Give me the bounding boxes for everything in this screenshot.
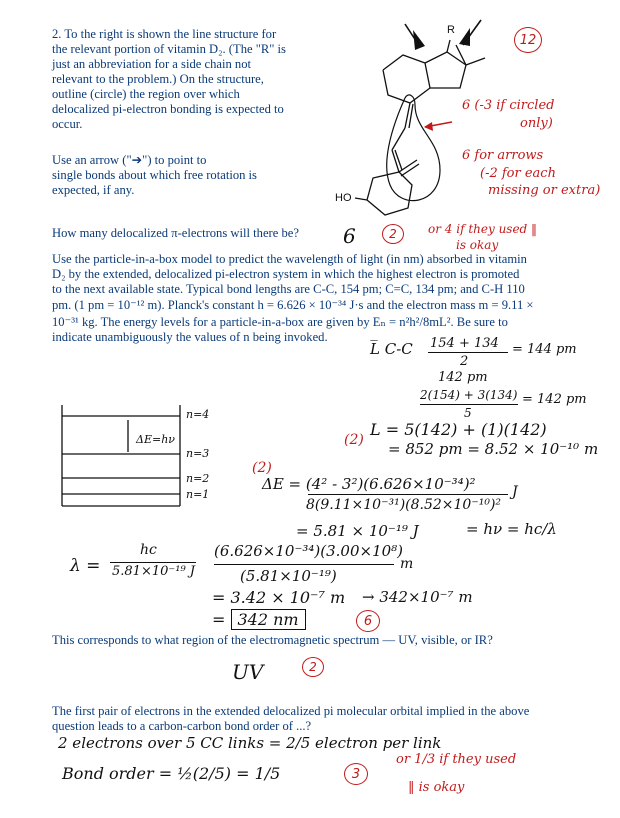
- note-arrows-3: missing or extra): [488, 183, 601, 198]
- avg-top: 154 + 134: [430, 336, 499, 351]
- w-fraction-bar: [420, 404, 518, 405]
- arrow-instr-2: single bonds about which free rotation is: [52, 168, 257, 182]
- avg-bot: 2: [460, 354, 469, 369]
- region-answer: UV: [232, 660, 264, 684]
- note-arrows-2: (-2 for each: [480, 166, 556, 181]
- de-top: ΔE = (4² - 3²)(6.626×10⁻³⁴)²: [262, 475, 476, 493]
- arrow-instr-3: expected, if any.: [52, 183, 135, 197]
- l-eq: L = 5(142) + (1)(142): [370, 420, 547, 439]
- bond-note-2: ‖ is okay: [408, 780, 465, 795]
- lambda-label: λ =: [70, 556, 101, 576]
- score-result: 6: [356, 610, 380, 632]
- level-n3: n=3: [186, 447, 210, 460]
- bond-q-l1: The first pair of electrons in the extended delocalized pi molecular orbital implied in the above: [52, 704, 530, 718]
- avg-res: = 144 pm: [512, 342, 577, 357]
- note-arrows: 6 for arrows: [462, 148, 544, 163]
- note-circle: 6 (-3 if circled: [462, 98, 555, 113]
- pm-142: 142 pm: [438, 370, 488, 385]
- bond-note-1: or 1/3 if they used: [396, 752, 517, 767]
- box-q-l1: Use the particle-in-a-box model to predict the wavelength of light (in nm) absorbed in vitamin: [52, 252, 527, 266]
- result-boxed: 342 nm: [231, 609, 306, 630]
- q2-line6: delocalized pi-electron bonding is expected to: [52, 102, 284, 116]
- lambda-unit: m: [400, 556, 414, 572]
- bond-score: 3: [344, 763, 368, 785]
- de-bot: 8(9.11×10⁻³¹)(8.52×10⁻¹⁰)²: [306, 497, 502, 513]
- lambda-frac-top: hc: [140, 542, 157, 558]
- q2-line3: just an abbreviation for a side chain not: [52, 57, 251, 71]
- region-score: 2: [302, 657, 324, 677]
- avg-fraction-bar: [428, 352, 508, 353]
- box-q-l6: indicate unambiguously the values of n being invoked.: [52, 330, 328, 344]
- lambda-sub-bot: (5.81×10⁻¹⁹): [240, 567, 337, 585]
- q2-line5: outline (circle) the region over which: [52, 87, 240, 101]
- lambda-frac-bot: 5.81×10⁻¹⁹ J: [112, 564, 196, 579]
- pi-score: 2: [382, 224, 404, 244]
- box-q-l4: pm. (1 pm = 10⁻¹² m). Planck's constant h = 6.626 × 10⁻³⁴ J·s and the electron mass m = 9.11 ×: [52, 298, 534, 312]
- q2-line7: occur.: [52, 117, 83, 131]
- result-1: = 3.42 × 10⁻⁷ m: [212, 588, 346, 607]
- ho-label: HO: [335, 192, 352, 204]
- pi-answer: 6: [343, 224, 356, 248]
- score-l: (2): [344, 432, 364, 448]
- score-de: (2): [252, 460, 272, 476]
- score-12: 12: [514, 27, 542, 53]
- q2-line2: the relevant portion of vitamin D₂. (The "R" is: [52, 42, 286, 56]
- box-q-l5: 10⁻³¹ kg. The energy levels for a particle-in-a-box are given by Eₙ = n²h²/8mL². Be sure to: [52, 315, 508, 329]
- de-fraction-bar: [308, 494, 508, 495]
- lcc-label: L̅ C-C: [370, 340, 413, 358]
- r-label: R: [447, 24, 455, 36]
- lambda-sub-bar: [214, 564, 394, 565]
- de-res: = 5.81 × 10⁻¹⁹ J: [296, 522, 419, 540]
- note-circle-2: only): [520, 116, 553, 131]
- box-q-l2: D₂ by the extended, delocalized pi-electron system in which the highest electron is promoted: [52, 267, 520, 281]
- lambda-fraction-bar: [110, 562, 196, 563]
- w-bot: 5: [464, 406, 472, 420]
- box-q-l3: to the next available state. Typical bond lengths are C-C, 154 pm; C=C, 134 pm; and C-H 110: [52, 282, 525, 296]
- de-j: J: [512, 484, 518, 500]
- w-res: = 142 pm: [522, 392, 587, 407]
- bond-answer-1: 2 electrons over 5 CC links = 2/5 electron per link: [58, 734, 442, 752]
- bond-answer-2: Bond order = ½(2/5) = 1/5: [62, 764, 281, 783]
- w-top: 2(154) + 3(134): [420, 388, 518, 402]
- level-n4: n=4: [186, 408, 210, 421]
- arrow-instr-1: Use an arrow ("➔") to point to: [52, 153, 207, 167]
- lambda-sub-top: (6.626×10⁻³⁴)(3.00×10⁸): [214, 542, 404, 560]
- q2-line4: relevant to the problem.) On the structure,: [52, 72, 264, 86]
- q2-line1: 2. To the right is shown the line structure for: [52, 27, 277, 41]
- level-n2: n=2: [186, 472, 210, 485]
- level-n1: n=1: [186, 488, 210, 501]
- l-res: = 852 pm = 8.52 × 10⁻¹⁰ m: [388, 440, 599, 458]
- result-2-row: = 342 nm: [212, 610, 306, 629]
- result-1b: → 342×10⁻⁷ m: [362, 588, 473, 606]
- region-question: This corresponds to what region of the electromagnetic spectrum — UV, visible, or IR?: [52, 633, 493, 647]
- pi-note-1: or 4 if they used ‖: [428, 222, 538, 236]
- hv-label: = hν = hc/λ: [466, 520, 557, 538]
- pi-note-2: is okay: [456, 238, 499, 252]
- pi-question: How many delocalized π-electrons will there be?: [52, 226, 299, 240]
- bond-q-l2: question leads to a carbon-carbon bond order of ...?: [52, 719, 312, 733]
- delta-e-label: ΔE=hν: [136, 433, 175, 446]
